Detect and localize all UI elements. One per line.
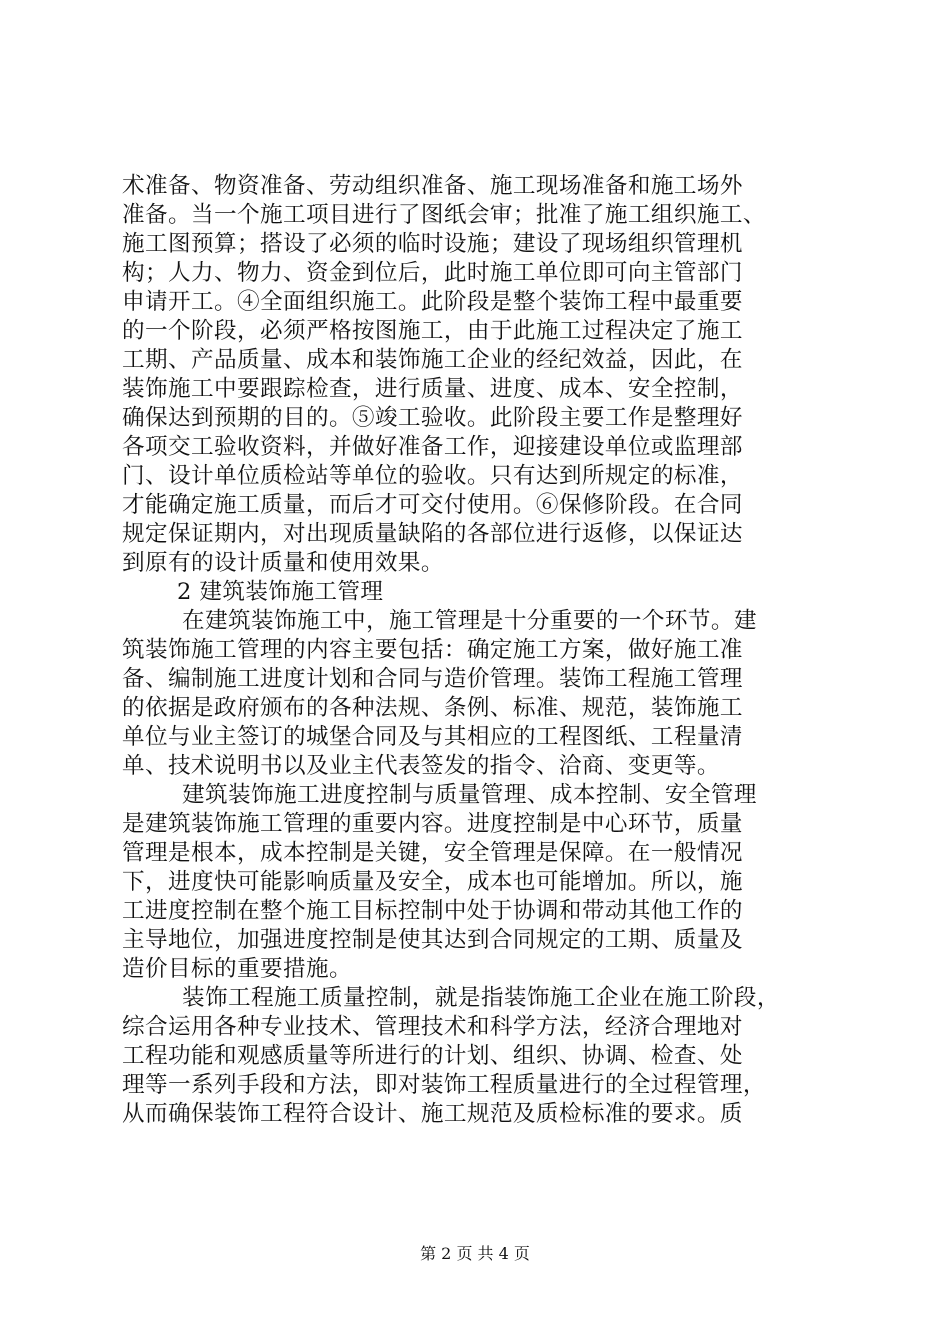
text-line: 主导地位，加强进度控制是使其达到合同规定的工期、质量及	[122, 927, 743, 953]
paragraph	[122, 984, 834, 1129]
paragraph	[122, 172, 834, 578]
text-line: 是建筑装饰施工管理的重要内容。进度控制是中心环节，质量	[122, 811, 743, 837]
text-line: 的依据是政府颁布的各种法规、条例、标准、规范，装饰施工	[122, 695, 743, 721]
text-line: 申请开工。④全面组织施工。此阶段是整个装饰工程中最重要	[122, 289, 743, 315]
text-line: 造价目标的重要措施。	[122, 956, 352, 982]
page-footer: 第 2 页 共 4 页	[420, 1244, 530, 1263]
text-line: 术准备、物资准备、劳动组织准备、施工现场准备和施工场外	[122, 173, 743, 199]
text-line: 综合运用各种专业技术、管理技术和科学方法，经济合理地对	[122, 1014, 743, 1040]
text-line: 建筑装饰施工进度控制与质量管理、成本控制、安全管理	[182, 782, 757, 808]
text-line: 单、技术说明书以及业主代表签发的指令、洽商、变更等。	[122, 753, 720, 779]
paragraph	[122, 607, 834, 781]
text-line: 工期、产品质量、成本和装饰施工企业的经纪效益，因此，在	[122, 347, 743, 373]
section-heading	[122, 578, 834, 607]
text-line: 准备。当一个施工项目进行了图纸会审；批准了施工组织施工、	[122, 202, 766, 228]
text-line: 理等一系列手段和方法，即对装饰工程质量进行的全过程管理，	[122, 1072, 766, 1098]
body-text	[122, 172, 834, 1129]
text-line: 到原有的设计质量和使用效果。	[122, 550, 444, 576]
text-line: 在建筑装饰施工中，施工管理是十分重要的一个环节。建	[182, 608, 757, 634]
text-line: 装饰施工中要跟踪检查，进行质量、进度、成本、安全控制，	[122, 376, 743, 402]
paragraph	[122, 781, 834, 984]
text-line: 的一个阶段，必须严格按图施工，由于此施工过程决定了施工	[122, 318, 743, 344]
text-line: 从而确保装饰工程符合设计、施工规范及质检标准的要求。质	[122, 1101, 743, 1127]
text-line: 施工图预算；搭设了必须的临时设施；建设了现场组织管理机	[122, 231, 743, 257]
heading-text: 2 建筑装饰施工管理	[177, 579, 384, 605]
text-line: 单位与业主签订的城堡合同及与其相应的工程图纸、工程量清	[122, 724, 743, 750]
text-line: 规定保证期内，对出现质量缺陷的各部位进行返修，以保证达	[122, 521, 743, 547]
text-line: 工进度控制在整个施工目标控制中处于协调和带动其他工作的	[122, 898, 743, 924]
text-line: 装饰工程施工质量控制，就是指装饰施工企业在施工阶段，	[182, 985, 780, 1011]
text-line: 构；人力、物力、资金到位后，此时施工单位即可向主管部门	[122, 260, 743, 286]
text-line: 下，进度快可能影响质量及安全，成本也可能增加。所以，施	[122, 869, 743, 895]
text-line: 筑装饰施工管理的内容主要包括：确定施工方案，做好施工准	[122, 637, 743, 663]
text-line: 确保达到预期的目的。⑤竣工验收。此阶段主要工作是整理好	[122, 405, 743, 431]
text-line: 备、编制施工进度计划和合同与造价管理。装饰工程施工管理	[122, 666, 743, 692]
text-line: 才能确定施工质量，而后才可交付使用。⑥保修阶段。在合同	[122, 492, 743, 518]
text-line: 管理是根本，成本控制是关键，安全管理是保障。在一般情况	[122, 840, 743, 866]
text-line: 各项交工验收资料，并做好准备工作，迎接建设单位或监理部	[122, 434, 743, 460]
text-line: 门、设计单位质检站等单位的验收。只有达到所规定的标准，	[122, 463, 743, 489]
text-line: 工程功能和观感质量等所进行的计划、组织、协调、检查、处	[122, 1043, 743, 1069]
